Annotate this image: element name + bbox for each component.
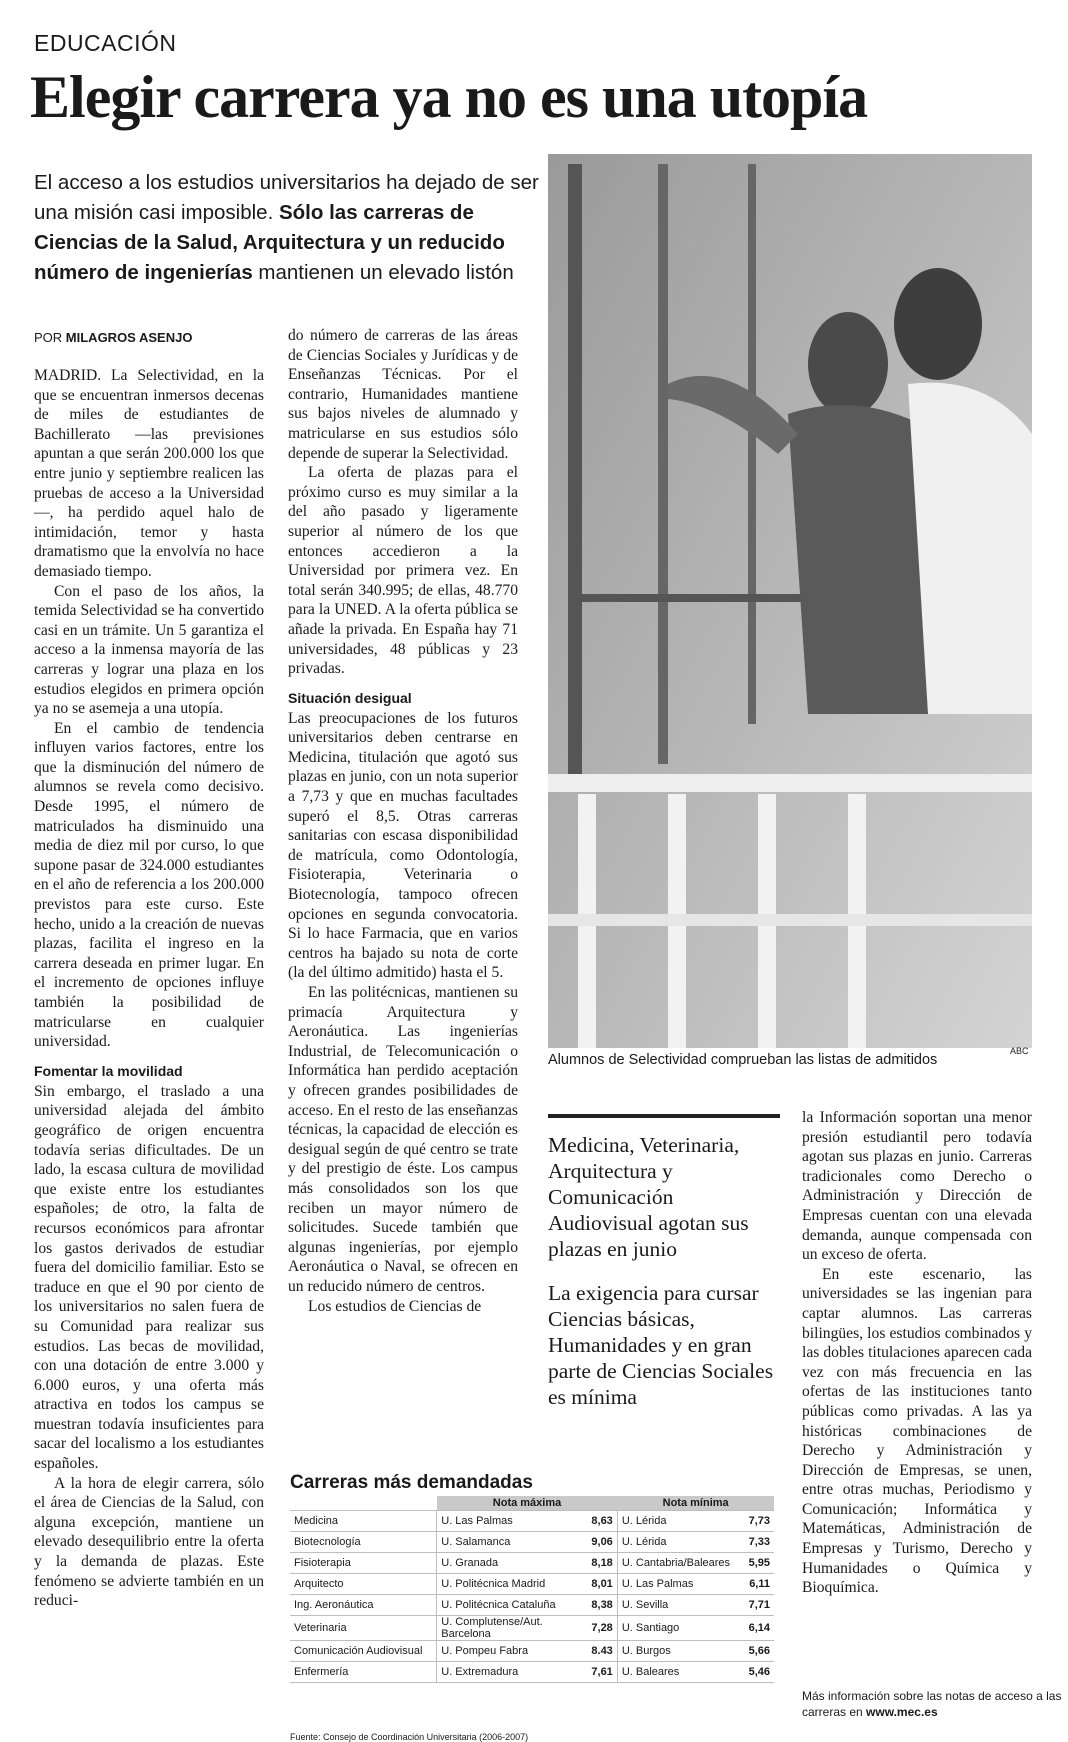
table-source: Fuente: Consejo de Coordinación Universitaria (2006-2007) — [290, 1732, 529, 1742]
deck-text-2: mantienen un elevado listón — [252, 261, 514, 284]
career-cell: Ing. Aeronáutica — [290, 1595, 437, 1616]
table-row — [290, 1641, 774, 1662]
max-uni-cell: U. Granada — [437, 1553, 586, 1574]
max-uni-cell: U. Salamanca — [437, 1532, 586, 1553]
max-uni-cell: U. Extremadura — [437, 1662, 586, 1683]
photo-illustration — [548, 154, 1032, 1048]
more-info — [802, 1688, 1068, 1720]
career-cell: Medicina — [290, 1511, 437, 1532]
min-grade-cell: 5,95 — [742, 1553, 774, 1574]
career-cell: Arquitecto — [290, 1574, 437, 1595]
max-uni-cell: U. Politécnica Madrid — [437, 1574, 586, 1595]
pull-quote: La exigencia para cursar Ciencias básicas, Humanidades y en gran parte de Ciencias Sociales es mínima — [548, 1281, 774, 1409]
max-grade-cell: 8,38 — [585, 1595, 617, 1616]
max-grade-cell: 9,06 — [585, 1532, 617, 1553]
pull-quote: Medicina, Veterinaria, Arquitectura y Comunicación Audiovisual agotan sus plazas en junio — [548, 1133, 749, 1261]
pull-quotes — [548, 1114, 780, 1428]
photo-credit: ABC — [1010, 1046, 1029, 1056]
headline: Elegir carrera ya no es una utopía — [30, 64, 868, 130]
paragraph: Sin embargo, el traslado a una universidad alejada del ámbito geográfico de origen encuentra todavía serias dificultades. De un lado, la escasa cultura de movilidad que existe entre los estudiantes españoles; de otro, la falta de recursos económicos para afrontar los gastos derivados de estudiar fuera del domicilio familiar. Esto se traduce en que el 90 por ciento de los universitarios no salen fuera de su Comunidad para realizar sus estudios. Las becas de movilidad, con una dotación de entre 3.000 y 6.000 euros, y una oferta más atractiva en todos los campus se muestran todavía insuficientes para sacar del localismo a los estudiantes españoles. — [34, 1082, 264, 1473]
career-cell: Biotecnología — [290, 1532, 437, 1553]
max-grade-cell: 7,61 — [585, 1662, 617, 1683]
deck-bold: Sólo las carreras de Ciencias de la Salud, Arquitectura y un reducido número de ingenierías — [34, 201, 505, 284]
min-grade-cell: 6,14 — [742, 1616, 774, 1641]
photo-caption: Alumnos de Selectividad comprueban las listas de admitidos — [548, 1052, 938, 1068]
subheading: Fomentar la movilidad — [34, 1062, 183, 1079]
table-row — [290, 1574, 774, 1595]
deck-text-1: El acceso a los estudios universitarios ha dejado de ser una misión casi imposible. — [34, 171, 539, 224]
max-grade-cell: 8,18 — [585, 1553, 617, 1574]
paragraph: la Información soportan una menor presión estudiantil pero todavía agotan sus plazas en junio. Carreras tradicionales como Derecho o Administración y Dirección de Empresas cuentan con una elevada demanda, aunque compensada con un exceso de oferta. — [802, 1109, 1032, 1264]
min-grade-cell: 7,71 — [742, 1595, 774, 1616]
min-uni-cell: U. Sevilla — [617, 1595, 742, 1616]
min-uni-cell: U. Lérida — [617, 1511, 742, 1532]
paragraph: Con el paso de los años, la temida Selectividad se ha convertido casi en un trámite. Un 5 garantiza el acceso a la inmensa mayoría de las carreras y lograr una plaza en los estudios elegidos en primera opción ya no se asemeja a una utopía. — [34, 582, 264, 718]
max-uni-cell: U. Politécnica Cataluña — [437, 1595, 586, 1616]
article-column-1 — [34, 366, 264, 1611]
header-max: Nota máxima — [437, 1496, 618, 1511]
paragraph: En este escenario, las universidades se las ingenian para captar alumnos. Las carreras bilingües, los estudios combinados y las dobles titulaciones aparecen cada vez con más frecuencia en las ofertas de las instituciones tanto públicas como privadas. A las ya históricas combinaciones de Derecho y Administración y Dirección de Empresas, se unen, entre otras muchas, Periodismo y Comunicación; Informática y Matemáticas, Administración de Empresas y Turismo, Derecho y Humanidades o Química y Bioquímica. — [802, 1265, 1032, 1597]
max-grade-cell: 8.43 — [585, 1641, 617, 1662]
pull-quote-rule — [548, 1114, 780, 1118]
careers-table — [290, 1496, 774, 1683]
table-row — [290, 1662, 774, 1683]
table-title: Carreras más demandadas — [290, 1472, 533, 1493]
byline-prefix: POR — [34, 330, 66, 345]
table-row — [290, 1553, 774, 1574]
min-grade-cell: 5,66 — [742, 1641, 774, 1662]
max-grade-cell: 7,28 — [585, 1616, 617, 1641]
table-row — [290, 1616, 774, 1641]
table-row — [290, 1511, 774, 1532]
min-grade-cell: 7,73 — [742, 1511, 774, 1532]
career-cell: Fisioterapia — [290, 1553, 437, 1574]
paragraph: En las politécnicas, mantienen su primacía Arquitectura y Aeronáutica. Las ingenierías Industrial, de Telecomunicación o Informática han perdido aceptación y ofrecen grandes posibilidades de acceso. En el resto de las enseñanzas técnicas, la capacidad de elección es desigual según de qué centro se trate y del prestigio de éste. Los campus más consolidados son los que reciben un mayor número de solicitudes. Sucede también que algunas ingenierías, por ejemplo Aeronáutica o Naval, se ofrecen en un reducido número de centros. — [288, 984, 518, 1295]
more-info-text: Más información sobre las notas de acceso a las carreras en — [802, 1689, 1062, 1719]
min-uni-cell: U. Baleares — [617, 1662, 742, 1683]
table-header-row — [290, 1496, 774, 1511]
article-column-4 — [802, 1108, 1032, 1598]
news-photo — [548, 154, 1032, 1048]
paragraph: A la hora de elegir carrera, sólo el área de Ciencias de la Salud, con alguna excepción, mantiene un elevado desequilibrio entre la oferta y la demanda de plazas. Este fenómeno se advierte también en un reduci- — [34, 1474, 264, 1610]
more-info-link[interactable]: www.mec.es — [866, 1705, 938, 1719]
min-uni-cell: U. Lérida — [617, 1532, 742, 1553]
max-uni-cell: U. Pompeu Fabra — [437, 1641, 586, 1662]
min-uni-cell: U. Cantabria/Baleares — [617, 1553, 742, 1574]
paragraph: La oferta de plazas para el próximo curso es muy similar a la del año pasado y ligeramente superior al número de los que entonces accedieron a la Universidad por primera vez. En total serán 340.995; de ellas, 48.770 para la UNED. A la oferta pública se añade la privada. En España hay 71 universidades, 48 públicas y 23 privadas. — [288, 464, 518, 678]
min-grade-cell: 7,33 — [742, 1532, 774, 1553]
min-grade-cell: 5,46 — [742, 1662, 774, 1683]
article-column-2 — [288, 326, 518, 1316]
header-blank — [290, 1496, 437, 1511]
career-cell: Enfermería — [290, 1662, 437, 1683]
career-cell: Veterinaria — [290, 1616, 437, 1641]
paragraph: do número de carreras de las áreas de Ciencias Sociales y Jurídicas y de Enseñanzas Técnicas. Por el contrario, Humanidades mantiene sus bajos niveles de alumnado y matricularse en sus estudios sólo depende de superar la Selectividad. — [288, 327, 518, 462]
career-cell: Comunicación Audiovisual — [290, 1641, 437, 1662]
byline — [34, 330, 192, 345]
table-row — [290, 1595, 774, 1616]
max-uni-cell: U. Complutense/Aut. Barcelona — [437, 1616, 586, 1641]
deck — [34, 168, 544, 288]
min-grade-cell: 6,11 — [742, 1574, 774, 1595]
min-uni-cell: U. Burgos — [617, 1641, 742, 1662]
header-min: Nota mínima — [617, 1496, 774, 1511]
paragraph: MADRID. La Selectividad, en la que se encuentran inmersos decenas de miles de estudiantes de Bachillerato —las previsiones apuntan a que serán 200.000 los que entre junio y septiembre realicen las pruebas de acceso a la Universidad—, ha perdido aquel halo de intimidación, temor y hasta dramatismo que la envolvía no hace demasiado tiempo. — [34, 367, 264, 580]
subheading: Situación desigual — [288, 689, 412, 706]
table-row — [290, 1532, 774, 1553]
max-uni-cell: U. Las Palmas — [437, 1511, 586, 1532]
paragraph: En el cambio de tendencia influyen varios factores, entre los que la disminución del número de alumnos se revela como decisivo. Desde 1995, el número de matriculados ha disminuido una media de diez mil por curso, lo que supone pasar de 324.000 estudiantes en el año de referencia a los 200.000 previstos para este curso. Este hecho, unido a la creación de nuevas plazas, facilita el ingreso en la carrera deseada en primer lugar. En el incremento de opciones influye también la posibilidad de matricularse en cualquier universidad. — [34, 719, 264, 1051]
byline-author: MILAGROS ASENJO — [65, 330, 193, 345]
paragraph: Las preocupaciones de los futuros universitarios deben centrarse en Medicina, titulación que agotó sus plazas en junio, con un nota superior a 7,73 y que en muchas facultades superó el 8,5. Otras carreras sanitarias con escasa disponibilidad de matrícula, como Odontología, Fisioterapia, Veterinaria o Biotecnología, tampoco ofrecen opciones en segunda convocatoria. Si lo hace Farmacia, que en varios centros ha bajado su nota de corte (la del último admitido) hasta el 5. — [288, 709, 518, 982]
min-uni-cell: U. Santiago — [617, 1616, 742, 1641]
paragraph: Los estudios de Ciencias de — [308, 1297, 482, 1315]
section-label: EDUCACIÓN — [34, 30, 177, 56]
min-uni-cell: U. Las Palmas — [617, 1574, 742, 1595]
max-grade-cell: 8,01 — [585, 1574, 617, 1595]
max-grade-cell: 8,63 — [585, 1511, 617, 1532]
